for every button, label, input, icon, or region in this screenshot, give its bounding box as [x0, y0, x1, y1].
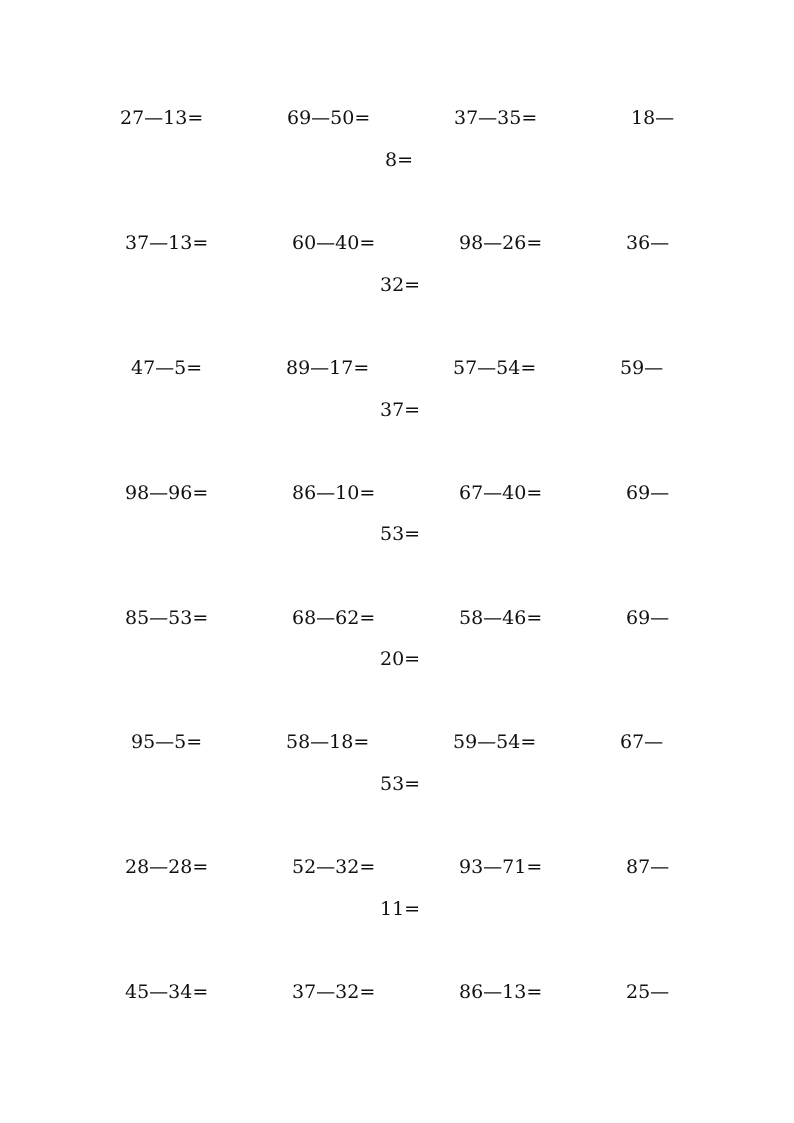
problem: 69— — [626, 482, 670, 504]
problem: 93—71= — [459, 856, 543, 878]
wrapped-answer-part: 53= — [380, 773, 421, 795]
problem: 59—54= — [453, 731, 537, 753]
wrapped-answer-part: 53= — [380, 523, 421, 545]
wrapped-answer-part: 11= — [380, 898, 421, 920]
problem: 36— — [626, 232, 670, 254]
problem: 45—34= — [125, 981, 209, 1003]
wrapped-answer-part: 32= — [380, 274, 421, 296]
problem: 67— — [620, 731, 664, 753]
problem: 87— — [626, 856, 670, 878]
problem: 58—46= — [459, 607, 543, 629]
problem: 25— — [626, 981, 670, 1003]
wrapped-answer-part: 37= — [380, 399, 421, 421]
problem: 37—32= — [292, 981, 376, 1003]
problem: 67—40= — [459, 482, 543, 504]
problem: 57—54= — [453, 357, 537, 379]
problem: 37—13= — [125, 232, 209, 254]
problem: 69—50= — [287, 107, 371, 129]
wrapped-answer-part: 20= — [380, 648, 421, 670]
problem: 27—13= — [120, 107, 204, 129]
problem: 28—28= — [125, 856, 209, 878]
problem: 69— — [626, 607, 670, 629]
wrapped-answer-part: 8= — [385, 149, 414, 171]
problem: 52—32= — [292, 856, 376, 878]
problem: 18— — [631, 107, 675, 129]
problem: 59— — [620, 357, 664, 379]
problem: 47—5= — [131, 357, 203, 379]
problem: 60—40= — [292, 232, 376, 254]
problem: 85—53= — [125, 607, 209, 629]
problem: 89—17= — [286, 357, 370, 379]
problem: 86—10= — [292, 482, 376, 504]
problem: 86—13= — [459, 981, 543, 1003]
problem: 58—18= — [286, 731, 370, 753]
problem: 95—5= — [131, 731, 203, 753]
problem: 68—62= — [292, 607, 376, 629]
problem: 98—26= — [459, 232, 543, 254]
problem: 37—35= — [454, 107, 538, 129]
problem: 98—96= — [125, 482, 209, 504]
